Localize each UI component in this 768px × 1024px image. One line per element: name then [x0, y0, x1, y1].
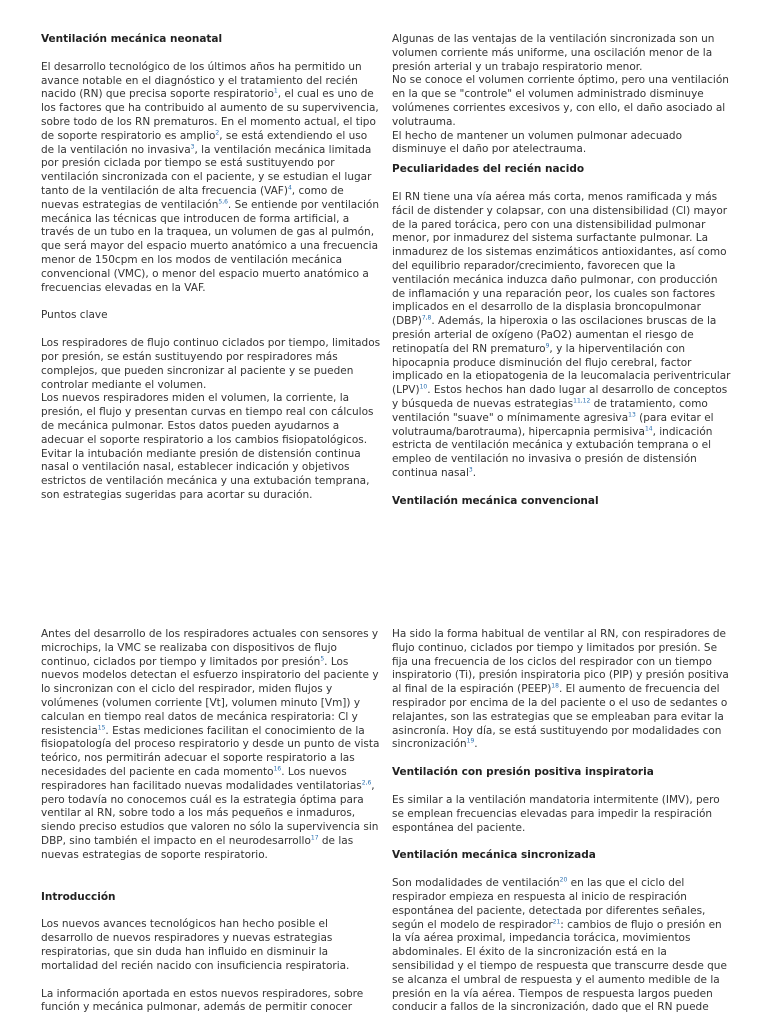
- citation-ref: 2,6: [361, 779, 372, 787]
- key-point-1: Los respiradores de flujo continuo ciclados por tiempo, limitados por presión, se están sustituyendo por respiradores más complejos, que pueden sincronizar al paciente y se pueden controlar mediante el volumen.: [41, 337, 381, 391]
- text-run: , indicación estricta de ventilación mecánica y extubación temprana o el empleo de ventilación no invasiva o presión de distensión continua nasal: [392, 425, 713, 479]
- sync-paragraph: [392, 877, 732, 1015]
- text-run: , pero todavía no conocemos cuál es la estrategia óptima para ventilar al RN, sobre todo a los más pequeños e inmaduros, siendo preciso estudios que valoren no sólo la supervivencia sin DBP, sino también el impacto en el neurodesarrollo: [41, 779, 379, 847]
- text-run: .: [474, 738, 478, 751]
- text-run: de tratamiento, como ventilación "suave" o mínimamente agresiva: [392, 397, 708, 424]
- conventional-paragraph: [392, 628, 732, 752]
- text-run: . Estas mediciones facilitan el conocimiento de la fisiopatología del proceso respiratorio y desde un punto de vista teórico, nos permitirán adecuar el soporte respiratorio a las necesidades del paciente en cada momento: [41, 724, 380, 778]
- citation-ref: 20: [559, 876, 568, 884]
- text-run: Son modalidades de ventilación: [392, 877, 560, 890]
- heading-vmc: Ventilación mecánica convencional: [392, 494, 599, 507]
- column-top-right: [392, 33, 732, 509]
- text-run: , se está extendiendo el uso de la ventilación no invasiva: [41, 129, 368, 156]
- info-paragraph: La información aportada en estos nuevos respiradores, sobre función y mecánica pulmonar, además de permitir conocer: [41, 987, 364, 1014]
- heading-sincronizada: Ventilación mecánica sincronizada: [392, 849, 596, 862]
- column-bottom-right: [392, 628, 732, 1015]
- text-run: . Los nuevos modelos detectan el esfuerzo inspiratorio del paciente y lo sincronizan con el ciclo del respirador, miden flujos y volúmenes (volumen corriente [Vt], volumen minuto [Vm]) y calculan en tiempo real datos de mecánica respiratoria: Cl y resistencia: [41, 655, 379, 737]
- intro-section-paragraph: Los nuevos avances tecnológicos han hecho posible el desarrollo de nuevos respiradores y nuevas estrategias respiratorias, que sin duda han influido en disminuir la mortalidad del recién nacido con insuficiencia respiratoria.: [41, 918, 350, 972]
- text-run: : cambios de flujo o presión en la vía aérea proximal, impedancia torácica, movimientos abdominales. El éxito de la sincronización está en la sensibilidad y el tiempo de respuesta que transcurre desde que se alcanza el umbral de respuesta y el aumento medible de la presión en la vía aérea. Tiempos de respuesta largos pueden conducir a fallos de la sincronización, dado que el RN puede: [392, 918, 727, 1014]
- key-points-heading: Puntos clave: [41, 309, 108, 322]
- citation-ref: 13: [628, 411, 636, 419]
- text-run: , y la hiperventilación con hipocapnia produce disminución del flujo cerebral, factor implicado en la etiopatogenia de la leucomalacia periventricular (LPV): [392, 342, 731, 397]
- text-run: . Se entiende por ventilación mecánica las técnicas que introducen de forma artificial, a través de un tubo en la traquea, un volumen de gas al pulmón, que será mayor del espacio muerto anatómico a una frecuencia menor de 150cpm en los modos de ventilación mecánica convencional (VMC), o menor del espacio muerto anatómico a frecuencias elevadas en la VAF.: [41, 198, 380, 294]
- citation-ref: 9: [545, 342, 550, 350]
- citation-ref: 4: [287, 184, 292, 192]
- citation-ref: 17: [310, 834, 319, 842]
- ppi-paragraph: Es similar a la ventilación mandatoria intermitente (IMV), pero se emplean frecuencias elevadas para impedir la respiración espontánea del paciente.: [392, 793, 720, 834]
- text-run: , la ventilación mecánica limitada por presión ciclada por tiempo se está sustituyendo por ventilación sincronizada con el paciente, y se estudian el lugar tanto de la ventilación de alta frecuencia (VAF): [41, 143, 372, 197]
- text-run: (para evitar el volutrauma/barotrauma), hipercapnia permisiva: [392, 411, 714, 438]
- text-run: , el cual es uno de los factores que ha contribuido al aumento de su supervivencia, sobre todo de los RN prematuros. En el momento actual, el tipo de soporte respiratorio es amplio: [41, 88, 379, 142]
- heading-introduccion: Introducción: [41, 890, 116, 903]
- citation-ref: 11,12: [573, 397, 591, 405]
- article-title: Ventilación mecánica neonatal: [41, 33, 223, 45]
- citation-ref: 5: [320, 655, 325, 663]
- key-point-2: Los nuevos respiradores miden el volumen, la corriente, la presión, el flujo y presentan curvas en tiempo real con cálculos de mecánica pulmonar. Estos datos pueden ayudarnos a adecuar el soporte respiratorio a los cambios fisiopatológicos.: [41, 392, 374, 446]
- advantage-3: El hecho de mantener un volumen pulmonar adecuado disminuye el daño por atelectrauma.: [392, 129, 683, 156]
- heading-peculiaridades: Peculiaridades del recién nacido: [392, 163, 585, 176]
- advantage-2: No se conoce el volumen corriente óptimo, pero una ventilación en la que se "controle" el volumen administrado disminuye volúmenes corrientes excesivos y, con ello, el daño asociado al volutrauma.: [392, 74, 729, 128]
- citation-ref: 3: [190, 143, 195, 151]
- intro-paragraph: [41, 61, 381, 296]
- citation-ref: 21: [552, 918, 561, 926]
- text-run: , como de nuevas estrategias de ventilación: [41, 184, 344, 211]
- citation-ref: 14: [644, 425, 653, 433]
- citation-ref: 10: [419, 383, 428, 391]
- text-run: en las que el ciclo del respirador empieza en respuesta al inicio de respiración espontánea del paciente, detectada por diferentes señales, según el modelo de respirador: [392, 877, 706, 931]
- citation-ref: 19: [466, 737, 475, 745]
- citation-ref: 18: [551, 682, 559, 690]
- column-bottom-left: [41, 628, 381, 1015]
- heading-ppi: Ventilación con presión positiva inspiratoria: [392, 766, 654, 779]
- text-run: . Estos hechos han dado lugar al desarrollo de conceptos y búsqueda de nuevas estrategias: [392, 384, 728, 410]
- column-top-left: [41, 33, 381, 503]
- text-run: .: [472, 466, 477, 479]
- citation-ref: 3: [468, 466, 473, 474]
- citation-ref: 7,8: [421, 314, 432, 322]
- citation-ref: 1: [273, 87, 278, 95]
- citation-ref: 5,6: [218, 198, 228, 206]
- text-run: . Además, la hiperoxia o las oscilaciones bruscas de la presión arterial de oxígeno (PaO2) aumentan el riesgo de retinopatía del RN prematuro: [392, 315, 717, 355]
- citation-ref: 16: [273, 765, 282, 773]
- text-run: El RN tiene una vía aérea más corta, menos ramificada y más fácil de distender y colapsar, con una distensibilidad (Cl) mayor de la pared torácica, pero con una distensibilidad pulmonar menor, por inmadurez del sistema surfactante pulmonar. La inmadurez de los sistemas enzimáticos antioxidantes, así como del equilibrio reparador/crecimiento, favorecen que la ventilación mecánica induzca daño pulmonar, con producción de inflamación y una reparación peor, los cuales son factores implicados en el desarrollo de la displasia broncopulmonar (DBP): [392, 190, 728, 328]
- text-run: Ha sido la forma habitual de ventilar al RN, con respiradores de flujo continuo, ciclados por tiempo y limitados por presión. Se fija una frecuencia de los ciclos del respirador con un tiempo inspiratorio (Ti), presión inspiratoria pico (PIP) y presión positiva al final de la espiración (PEEP): [392, 628, 729, 696]
- text-run: Antes del desarrollo de los respiradores actuales con sensores y microchips, la VMC se realizaba con dispositivos de flujo continuo, ciclados por tiempo y limitados por presión: [41, 628, 379, 668]
- citation-ref: 2: [215, 129, 220, 137]
- citation-ref: 15: [97, 724, 106, 732]
- text-run: . Los nuevos respiradores han facilitado nuevas modalidades ventilatorias: [41, 765, 362, 792]
- text-run: El desarrollo tecnológico de los últimos años ha permitido un avance notable en el diagnóstico y el tratamiento del recién nacido (RN) que precisa soporte respiratorio: [41, 60, 362, 101]
- text-run: de las nuevas estrategias de soporte respiratorio.: [41, 834, 354, 861]
- text-run: . El aumento de frecuencia del respirador por encima de la del paciente o el uso de sedantes o relajantes, son las estrategias que se empleaban para evitar la asincronía. Hoy día, se está sustituyendo por modalidades con sincronización: [392, 683, 728, 751]
- key-point-3: Evitar la intubación mediante presión de distensión continua nasal o ventilación nasal, establecer indicación y objetivos estrictos de ventilación mecánica y una extubación temprana, son estrategias sugeridas para acortar su duración.: [41, 447, 370, 501]
- peculiaridades-paragraph: [392, 191, 732, 481]
- advantage-1: Algunas de las ventajas de la ventilación sincronizada son un volumen corriente más uniforme, una oscilación menor de la presión arterial y un trabajo respiratorio menor.: [392, 33, 715, 73]
- vmc-history-paragraph: [41, 628, 381, 863]
